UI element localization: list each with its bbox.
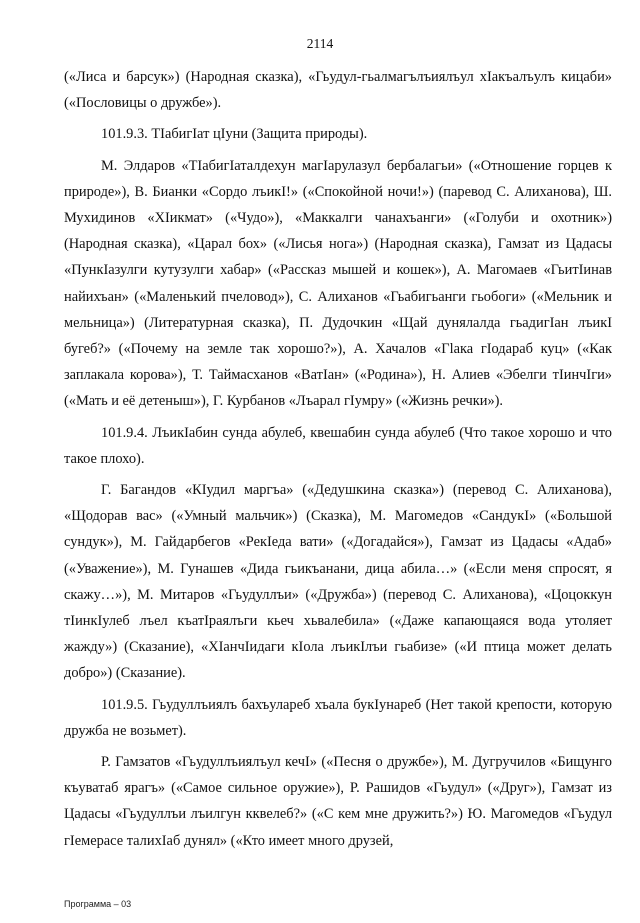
footer-label: Программа – 03 bbox=[64, 899, 132, 909]
paragraph-friendship-works: Р. Гамзатов «Гьудуллъиялъул кечI» («Песня о дружбе»), М. Дугручилов «Бищунго къуватаб ярагъ» («Самое сильное оружие»), Р. Рашидов «Гьудул» («Друг»), Гамзат из Цадасы «Гьудуллъи лъилгун кквелеб?» («С кем мне дружить?») Ю. Магомедов «Гьудул гIемерасе талихIаб дунял» («Кто имеет много друзей, bbox=[64, 754, 612, 849]
paragraph-fable-list-end: («Лиса и барсук») (Народная сказка), «Гьудул-гьалмагълъиялъул хIакъалъулъ кицаби» («Пословицы о дружбе»). bbox=[64, 69, 612, 112]
paragraph-good-bad-works: Г. Багандов «КIудил маргъа» («Дедушкина сказка») (перевод С. Алиханова), «Щодорав вас» («Умный мальчик») (Сказка), М. Магомедов «СандукI» («Большой сундук»), М. Гайдарбегов «РекIеда вати» («Догадайся»), Гамзат из Цадасы «Адаб» («Уважение»), М. Гунашев «Дида гьикъанани, дица абила…» («Если меня спросят, я скажу…»), М. Митаров «Гьудуллъи» («Дружба») (перевод С. Алиханова), «Цоцоккун тIинкIулеб лъел къатIраялъги кьеч хьвалебила» («Даже капающаяся вода утоляет жажду») (Сказание), «ХIанчIидаги кIола лъикIлъи гьабизе» («И птица может делать добро») (Сказание). bbox=[64, 482, 612, 682]
page-number: 2114 bbox=[306, 36, 334, 51]
section-heading-friendship: 101.9.5. Гьудуллъиялъ бахъулареб хъала букIунареб (Нет такой крепости, которую дружба не возьмет). bbox=[64, 696, 612, 739]
section-heading-good-bad: 101.9.4. ЛъикIабин сунда абулеб, квешабин сунда абулеб (Что такое хорошо и что такое плохо). bbox=[64, 424, 612, 467]
paragraph-nature-works: М. Элдаров «ТIабигIаталдехун магIарулазул бербалагьи» («Отношение горцев к природе»), В. Бианки «Сордо лъикI!» («Спокойной ночи!») (паревод С. Алиханова), Ш. Мухидинов «ХIикмат» («Чудо»), «Маккалги чанахъанги» («Голуби и охотник») (Народная сказка), «Царал бох» («Лисья нога») (Народная сказка), Гамзат из Цадасы «ПункIазулги кутузулги хабар» («Рассказ мышей и кошек»), А. Магомаев «ГьитIинав найихъан» («Маленький пчеловод»), С. Алиханов «Гьабигьанги гьобоги» («Мельник и мельница») (Литературная сказка), П. Дудочкин «Щай дунялалда гьадигIан лъикI бугеб?» («Почему на земле так хорошо?»), А. Хачалов «Гlака гIодараб куц» («Как заплакала корова»), Т. Таймасханов «ВатIан» («Родина»), Н. Алиев «Эбелги тIинчIги» («Мать и её детеныш»), Г. Курбанов «Лъарал гIумру» («Жизнь речки»). bbox=[64, 157, 612, 410]
section-heading-nature: 101.9.3. ТIабигIат цIуни (Защита природы). bbox=[101, 126, 368, 143]
document-body bbox=[64, 64, 612, 854]
